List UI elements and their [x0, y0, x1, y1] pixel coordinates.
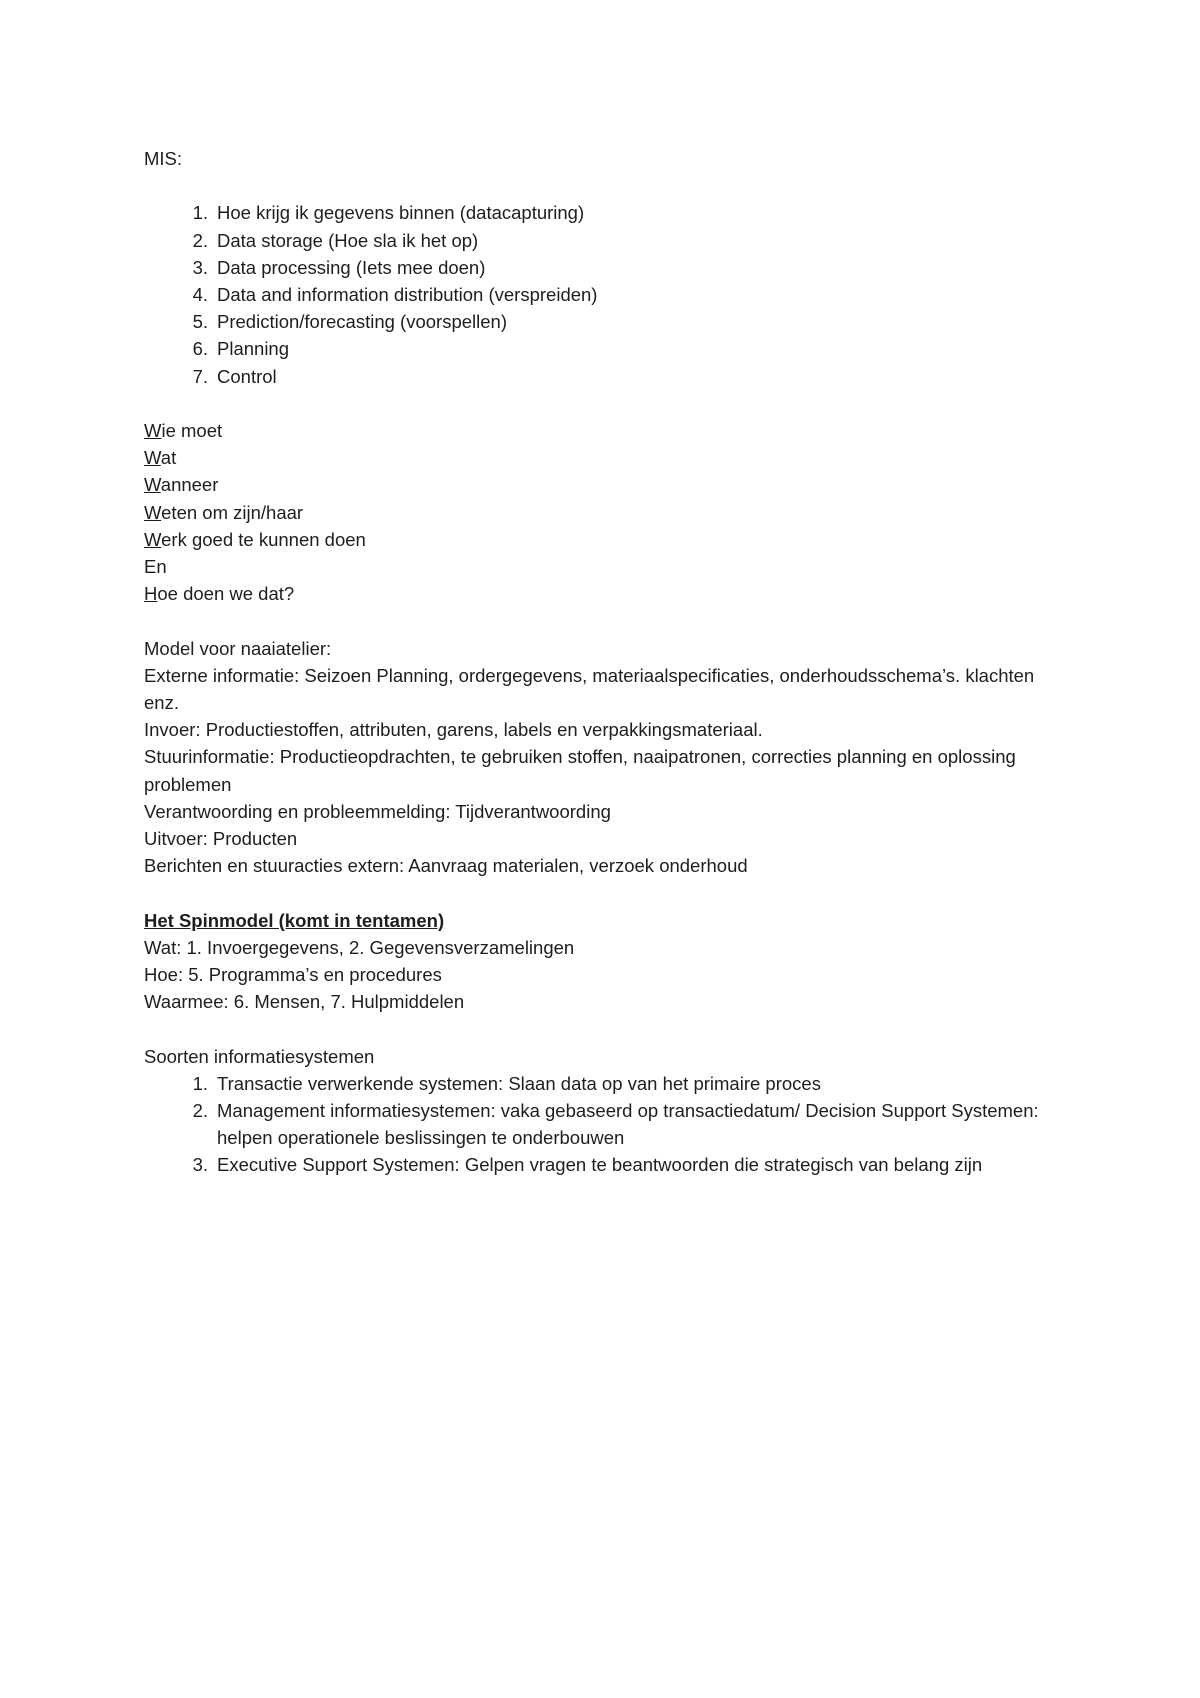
- model-line: Verantwoording en probleemmelding: Tijdverantwoording: [144, 800, 611, 822]
- spacer: [144, 172, 1074, 199]
- list-item: [144, 199, 1074, 226]
- line-rest: at: [160, 447, 177, 469]
- underlined-initial: W: [144, 447, 161, 469]
- line-rest: erk goed te kunnen doen: [161, 528, 366, 550]
- list-text: Management informatiesystemen: vaka gebaseerd op transactiedatum/ Decision Support Systemen: helpen operationele beslissingen te onderbouwen: [217, 1100, 1039, 1149]
- list-item: [144, 1151, 1074, 1178]
- spacer: [144, 879, 1074, 906]
- list-number: 3.: [192, 1154, 208, 1176]
- underlined-initial: W: [144, 420, 162, 441]
- line-rest: oe doen we dat?: [157, 583, 295, 605]
- list-text: Planning: [217, 338, 290, 360]
- underlined-initial: W: [144, 501, 162, 523]
- list-number: 1.: [192, 202, 208, 224]
- line-rest: ie moet: [161, 420, 223, 441]
- underlined-initial: W: [144, 474, 161, 496]
- soorten-list: [144, 1070, 1074, 1179]
- spinmodel-line: Hoe: 5. Programma’s en procedures: [144, 964, 442, 986]
- list-number: 2.: [192, 229, 208, 251]
- spacer: [144, 607, 1074, 634]
- spacer: [144, 390, 1074, 417]
- list-text: Executive Support Systemen: Gelpen vragen te beantwoorden die strategisch van belang zijn: [217, 1154, 983, 1176]
- list-item: [144, 308, 1074, 335]
- document-content: [144, 145, 1074, 1179]
- underlined-initial: W: [144, 528, 162, 550]
- model-line: Berichten en stuuracties extern: Aanvraag materialen, verzoek onderhoud: [144, 855, 748, 877]
- model-line: Externe informatie: Seizoen Planning, ordergegevens, materiaalspecificaties, onderhoudsschema’s. klachten enz.: [144, 664, 1035, 714]
- w-line: [144, 444, 1074, 471]
- w-line: [144, 526, 1074, 553]
- list-item: [144, 335, 1074, 362]
- list-text: Data storage (Hoe sla ik het op): [217, 229, 479, 251]
- list-item: [144, 254, 1074, 281]
- model-line: Stuurinformatie: Productieopdrachten, te gebruiken stoffen, naaipatronen, correcties planning en oplossing problemen: [144, 746, 1016, 795]
- list-number: 6.: [192, 338, 208, 360]
- list-text: Prediction/forecasting (voorspellen): [217, 311, 507, 333]
- list-number: 5.: [192, 311, 208, 333]
- list-number: 3.: [192, 256, 208, 278]
- spinmodel-line: Wat: 1. Invoergegevens, 2. Gegevensverzamelingen: [144, 936, 575, 958]
- model-line: Invoer: Productiestoffen, attributen, garens, labels en verpakkingsmateriaal.: [144, 719, 763, 741]
- list-item: [144, 227, 1074, 254]
- list-number: 1.: [192, 1072, 208, 1094]
- mis-list: [144, 199, 1074, 389]
- list-item: [144, 363, 1074, 390]
- mis-heading: MIS:: [144, 148, 183, 169]
- list-number: 4.: [192, 284, 208, 305]
- underlined-initial: H: [144, 583, 158, 605]
- model-line: Uitvoer: Producten: [144, 828, 298, 850]
- list-text: Data processing (Iets mee doen): [217, 256, 486, 278]
- list-item: [144, 1097, 1074, 1151]
- list-number: 7.: [192, 365, 208, 387]
- list-text: Hoe krijg ik gegevens binnen (datacapturing): [217, 202, 585, 224]
- list-item: [144, 1070, 1074, 1097]
- list-item: [144, 281, 1074, 308]
- spinmodel-title: Het Spinmodel (komt in tentamen): [144, 909, 445, 931]
- list-text: Data and information distribution (verspreiden): [217, 284, 598, 305]
- line-rest: eten om zijn/haar: [161, 501, 304, 523]
- soorten-title: Soorten informatiesystemen: [144, 1045, 375, 1067]
- line-rest: anneer: [160, 474, 219, 496]
- w-line: [144, 499, 1074, 526]
- spacer: [144, 1015, 1074, 1042]
- model-title: Model voor naaiatelier:: [144, 637, 332, 659]
- spinmodel-line: Waarmee: 6. Mensen, 7. Hulpmiddelen: [144, 991, 465, 1013]
- list-text: Control: [217, 365, 277, 387]
- w-line: [144, 580, 1074, 607]
- list-text: Transactie verwerkende systemen: Slaan data op van het primaire proces: [217, 1072, 821, 1094]
- w-line-plain: En: [144, 556, 167, 578]
- list-number: 2.: [192, 1100, 208, 1122]
- w-line: [144, 417, 1074, 444]
- w-line: [144, 471, 1074, 498]
